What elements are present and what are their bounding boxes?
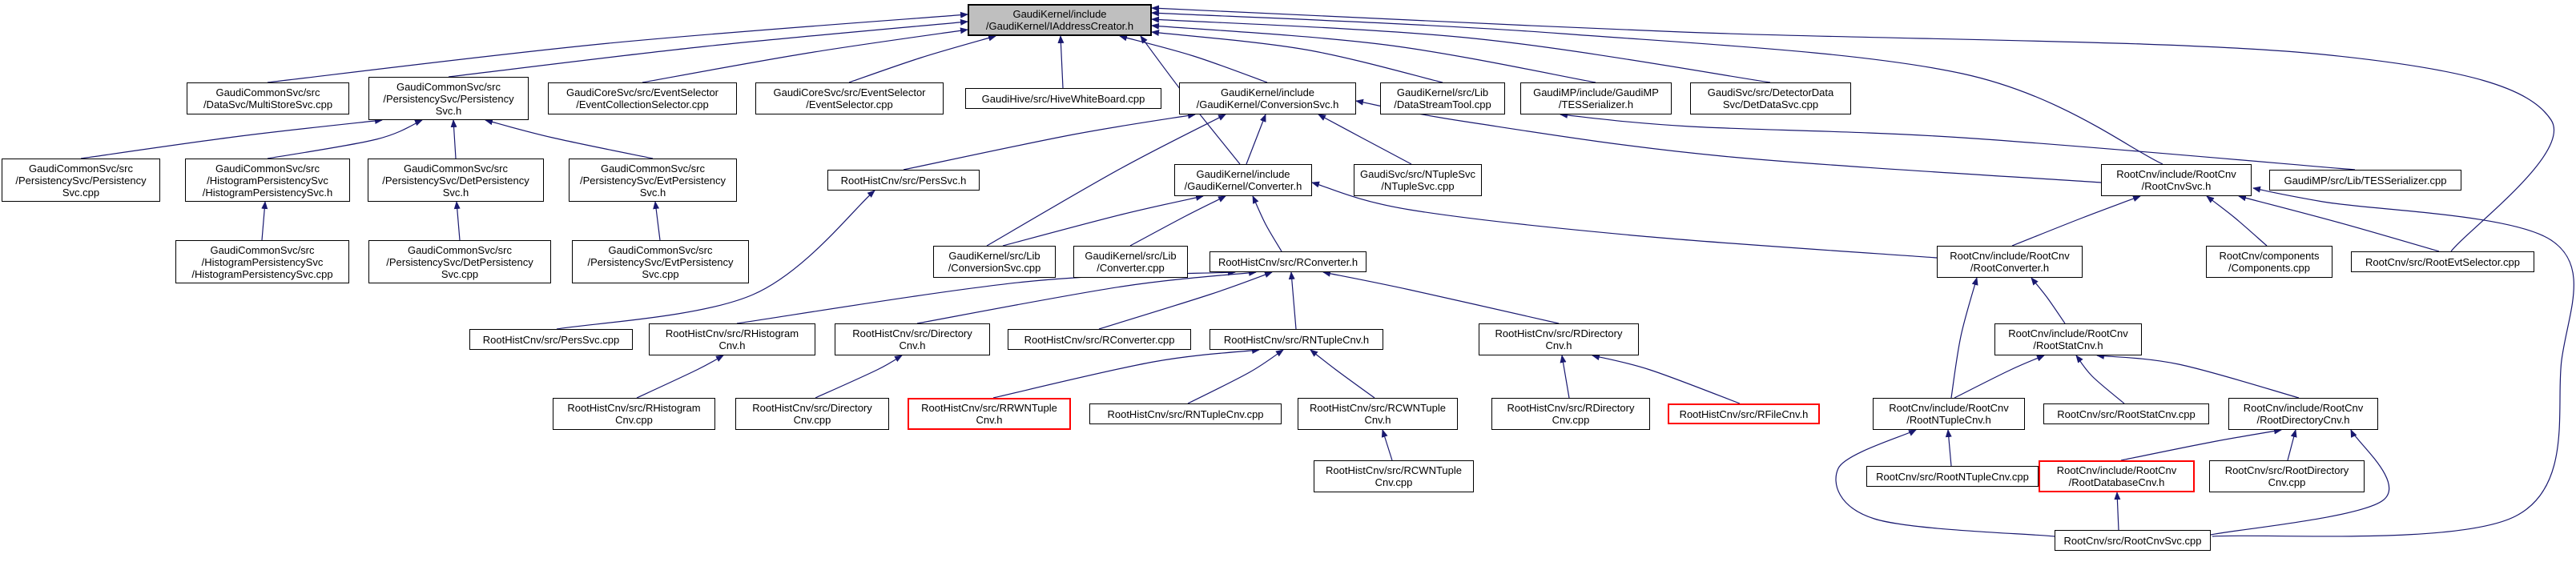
node-n5[interactable] xyxy=(965,88,1161,109)
edge-n14-n6 xyxy=(904,114,1195,170)
edge-n46-n42 xyxy=(1948,430,1951,466)
edge-n19-n11 xyxy=(262,202,265,240)
node-label-line: /HistogramPersistencySvc.h xyxy=(202,186,333,199)
node-n7[interactable] xyxy=(1380,82,1505,114)
node-n41[interactable] xyxy=(1668,403,1820,424)
node-label-line: RootHistCnv/src/RCWNTuple xyxy=(1326,464,1462,476)
node-label-line: /RootConverter.h xyxy=(1970,262,2050,274)
node-label-line: GaudiCommonSvc/src xyxy=(407,243,513,256)
node-n21[interactable] xyxy=(572,240,749,283)
edge-n31-n24 xyxy=(1099,272,1272,329)
node-label-line: GaudiCommonSvc/src xyxy=(215,162,320,175)
edge-n16-n6 xyxy=(1318,114,1411,164)
node-label-line: /EventSelector.cpp xyxy=(806,98,893,110)
node-n30[interactable] xyxy=(835,323,990,355)
node-label-line: /RootNTupleCnv.h xyxy=(1906,414,1991,426)
node-label-line: GaudiKernel/src/Lib xyxy=(948,250,1040,262)
node-label-line: RootCnv/components xyxy=(2219,250,2320,262)
edge-n32-n24 xyxy=(1291,272,1296,329)
node-label-line: Svc.h xyxy=(442,186,469,199)
node-label-line: /TESSerializer.h xyxy=(1558,98,1634,110)
edge-n43-n34 xyxy=(2076,355,2124,403)
node-n24[interactable] xyxy=(1210,251,1366,272)
node-label-line: RootHistCnv/src/PersSvc.h xyxy=(840,174,967,187)
node-label-line: RootCnv/include/RootCnv xyxy=(2116,168,2236,180)
node-label-line: GaudiSvc/src/NTupleSvc xyxy=(1359,168,1475,180)
node-n13[interactable] xyxy=(569,159,737,202)
node-label-line: Svc/DetDataSvc.cpp xyxy=(1722,98,1819,110)
node-n15[interactable] xyxy=(1174,164,1312,196)
node-label-line: /PersistencySvc/DetPersistency xyxy=(382,174,529,187)
edge-n38-n32 xyxy=(1188,350,1283,403)
edge-n33-n24 xyxy=(1323,272,1559,323)
edge-n41-n33 xyxy=(1592,355,1740,403)
node-label-line: /NTupleSvc.cpp xyxy=(1381,180,1455,192)
node-label-line: GaudiCommonSvc/src xyxy=(608,243,713,256)
edge-n27-n0 xyxy=(1152,8,2554,251)
node-label-line: /RootStatCnv.h xyxy=(2033,339,2103,351)
node-label-line: /HistogramPersistencySvc xyxy=(201,255,324,268)
node-label-line: GaudiMP/include/GaudiMP xyxy=(1533,86,1659,98)
edge-n18-n8 xyxy=(1560,114,2355,170)
edge-n11-n2 xyxy=(268,120,422,159)
edge-n49-n47 xyxy=(2117,492,2119,530)
node-label-line: /GaudiKernel/Converter.h xyxy=(1184,180,1302,192)
node-n28[interactable] xyxy=(469,329,633,350)
edge-n36-n30 xyxy=(815,355,902,398)
node-label-line: RootHistCnv/src/RDirectory xyxy=(1507,402,1635,414)
node-label-line: GaudiCommonSvc/src xyxy=(215,86,320,98)
edge-n24-n15 xyxy=(1253,196,1282,251)
node-label-line: RootHistCnv/src/RRWNTuple xyxy=(921,402,1057,414)
node-label-line: Svc.h xyxy=(639,186,666,199)
node-n12[interactable] xyxy=(368,159,544,202)
node-label-line: RootHistCnv/src/RCWNTuple xyxy=(1310,402,1446,414)
node-label-line: GaudiCoreSvc/src/EventSelector xyxy=(773,86,926,98)
node-label-line: GaudiCommonSvc/src xyxy=(28,162,134,175)
node-n36[interactable] xyxy=(735,398,889,430)
edge-n20-n12 xyxy=(457,202,460,240)
edge-n15-n6 xyxy=(1246,114,1266,164)
edge-n48-n44 xyxy=(2288,430,2296,460)
node-label-line: Cnv.h xyxy=(976,414,1003,426)
edge-n26-n17 xyxy=(2207,196,2267,246)
node-label-line: /DataStreamTool.cpp xyxy=(1394,98,1491,110)
node-n3[interactable] xyxy=(548,82,737,114)
edge-n47-n44 xyxy=(2121,430,2281,460)
node-label-line: RootHistCnv/src/PersSvc.cpp xyxy=(482,333,620,346)
edge-n34-n25 xyxy=(2031,278,2065,323)
node-label-line: /PersistencySvc/EvtPersistency xyxy=(579,174,727,187)
node-label-line: RootHistCnv/src/RHistogram xyxy=(665,327,799,339)
edge-n21-n13 xyxy=(655,202,660,240)
node-label-line: Cnv.cpp xyxy=(793,414,831,426)
node-label-line: Cnv.cpp xyxy=(1552,414,1590,426)
node-n37[interactable] xyxy=(908,398,1071,430)
node-label-line: RootCnv/include/RootCnv xyxy=(2008,327,2128,339)
node-label-line: GaudiKernel/include xyxy=(1220,86,1315,98)
edge-n7-n0 xyxy=(1152,32,1443,82)
edge-n30-n24 xyxy=(917,272,1256,323)
node-label-line: GaudiSvc/src/DetectorData xyxy=(1707,86,1834,98)
node-label-line: RootCnv/include/RootCnv xyxy=(2243,402,2364,414)
node-label-line: /PersistencySvc/Persistency xyxy=(15,174,147,187)
node-n34[interactable] xyxy=(1994,323,2142,355)
edge-n35-n29 xyxy=(637,355,723,398)
node-label-line: /ConversionSvc.cpp xyxy=(948,262,1041,274)
node-label-line: /PersistencySvc/DetPersistency xyxy=(386,255,533,268)
node-label-line: RootCnv/include/RootCnv xyxy=(1950,250,2070,262)
node-label-line: RootCnv/src/RootStatCnv.cpp xyxy=(2057,407,2196,420)
node-label-line: Svc.cpp xyxy=(441,267,479,280)
node-label-line: RootCnv/include/RootCnv xyxy=(1889,402,2009,414)
node-n22[interactable] xyxy=(933,246,1056,278)
node-label-line: /HistogramPersistencySvc.cpp xyxy=(191,267,333,280)
edge-n5-n0 xyxy=(1061,36,1063,88)
node-label-line: RootHistCnv/src/RNTupleCnv.cpp xyxy=(1107,407,1264,420)
node-label-line: Cnv.cpp xyxy=(2268,476,2306,488)
node-n40[interactable] xyxy=(1491,398,1650,430)
edge-n42-n34 xyxy=(1954,355,2044,398)
node-label-line: GaudiKernel/src/Lib xyxy=(1085,250,1177,262)
node-n20[interactable] xyxy=(368,240,551,283)
edge-n39-n32 xyxy=(1310,350,1375,398)
node-label-line: GaudiKernel/include xyxy=(1196,168,1290,180)
node-n48[interactable] xyxy=(2209,460,2365,492)
node-n49[interactable] xyxy=(2055,530,2211,551)
node-n11[interactable] xyxy=(185,159,350,202)
node-n16[interactable] xyxy=(1354,164,1482,196)
node-label-line: RootHistCnv/src/RFileCnv.h xyxy=(1679,407,1809,420)
node-label-line: GaudiCommonSvc/src xyxy=(396,80,501,93)
edge-n44-n34 xyxy=(2097,355,2299,398)
node-label-line: /GaudiKernel/ConversionSvc.h xyxy=(1196,98,1339,110)
node-label-line: RootHistCnv/src/RNTupleCnv.h xyxy=(1223,333,1370,346)
node-label-line: Cnv.cpp xyxy=(1375,476,1413,488)
node-n27[interactable] xyxy=(2351,251,2534,272)
node-label-line: GaudiKernel/src/Lib xyxy=(1396,86,1489,98)
node-label-line: /PersistencySvc/EvtPersistency xyxy=(587,255,734,268)
node-label-line: RootCnv/include/RootCnv xyxy=(2056,464,2177,476)
node-label-line: GaudiCommonSvc/src xyxy=(210,243,315,256)
node-n10[interactable] xyxy=(2,159,160,202)
node-label-line: RootCnv/src/RootNTupleCnv.cpp xyxy=(1876,470,2029,483)
edge-n37-n32 xyxy=(993,350,1259,398)
node-n4[interactable] xyxy=(755,82,944,114)
node-label-line: /GaudiKernel/IAddressCreator.h xyxy=(985,20,1134,32)
node-label-line: RootHistCnv/src/RHistogram xyxy=(567,402,701,414)
node-label-line: GaudiCoreSvc/src/EventSelector xyxy=(566,86,719,98)
node-label-line: /RootDatabaseCnv.h xyxy=(2068,476,2165,488)
node-label-line: RootCnv/src/RootCnvSvc.cpp xyxy=(2063,534,2202,547)
edge-n22-n15 xyxy=(1003,196,1203,246)
node-n17[interactable] xyxy=(2101,164,2252,196)
edge-n9-n0 xyxy=(1152,19,1770,82)
node-label-line: Cnv.cpp xyxy=(615,414,653,426)
node-label-line: Svc.h xyxy=(435,104,462,117)
node-label-line: RootHistCnv/src/RDirectory xyxy=(1495,327,1623,339)
node-n8[interactable] xyxy=(1520,82,1672,114)
node-label-line: /Components.cpp xyxy=(2228,262,2310,274)
node-label-line: Svc.cpp xyxy=(62,186,100,199)
node-label-line: RootHistCnv/src/Directory xyxy=(752,402,872,414)
node-label-line: /HistogramPersistencySvc xyxy=(207,174,328,187)
node-n43[interactable] xyxy=(2043,403,2209,424)
node-label-line: RootCnv/src/RootEvtSelector.cpp xyxy=(2365,255,2520,268)
node-label-line: Cnv.h xyxy=(1545,339,1572,351)
node-n44[interactable] xyxy=(2228,398,2378,430)
node-n6[interactable] xyxy=(1179,82,1356,114)
node-label-line: GaudiKernel/include xyxy=(1012,8,1107,20)
node-n46[interactable] xyxy=(1866,466,2039,487)
node-label-line: RootCnv/src/RootDirectory xyxy=(2224,464,2349,476)
edge-n10-n2 xyxy=(81,120,382,159)
node-n47[interactable] xyxy=(2039,460,2195,492)
node-n1[interactable] xyxy=(187,82,349,114)
edge-n6-n0 xyxy=(1120,36,1267,82)
node-n23[interactable] xyxy=(1073,246,1188,278)
node-n35[interactable] xyxy=(553,398,715,430)
node-label-line: /Converter.cpp xyxy=(1097,262,1165,274)
node-n39[interactable] xyxy=(1298,398,1458,430)
node-n38[interactable] xyxy=(1089,403,1282,424)
edge-n1-n0 xyxy=(268,14,968,82)
node-n31[interactable] xyxy=(1008,329,1191,350)
edge-n40-n33 xyxy=(1562,355,1569,398)
node-n2[interactable] xyxy=(368,77,529,120)
node-n9[interactable] xyxy=(1690,82,1851,114)
node-label-line: RootHistCnv/src/RConverter.h xyxy=(1218,255,1358,268)
edge-n25-n17 xyxy=(2012,196,2140,246)
node-n42[interactable] xyxy=(1873,398,2025,430)
node-label-line: Cnv.h xyxy=(718,339,746,351)
node-label-line: /DataSvc/MultiStoreSvc.cpp xyxy=(203,98,333,110)
edge-n3-n0 xyxy=(642,30,968,82)
node-label-line: RootHistCnv/src/RConverter.cpp xyxy=(1024,333,1175,346)
node-n45[interactable] xyxy=(1314,460,1474,492)
edge-n29-n24 xyxy=(737,272,1235,323)
node-n19[interactable] xyxy=(175,240,349,283)
node-n18[interactable] xyxy=(2269,170,2461,191)
node-n33[interactable] xyxy=(1479,323,1639,355)
node-label-line: GaudiCommonSvc/src xyxy=(403,162,509,175)
node-n29[interactable] xyxy=(649,323,815,355)
edge-n23-n15 xyxy=(1130,196,1226,246)
node-n25[interactable] xyxy=(1937,246,2083,278)
edge-n8-n0 xyxy=(1152,26,1596,82)
node-label-line: GaudiCommonSvc/src xyxy=(600,162,706,175)
edge-n13-n2 xyxy=(485,120,653,159)
node-n26[interactable] xyxy=(2206,246,2332,278)
node-n0[interactable] xyxy=(968,4,1152,36)
node-label-line: /RootCnvSvc.h xyxy=(2141,180,2212,192)
node-n32[interactable] xyxy=(1210,329,1383,350)
node-label-line: GaudiMP/src/Lib/TESSerializer.cpp xyxy=(2284,174,2447,187)
node-label-line: Svc.cpp xyxy=(642,267,679,280)
edge-n45-n39 xyxy=(1383,430,1392,460)
edge-n42-n25 xyxy=(1951,278,1977,398)
node-label-line: /PersistencySvc/Persistency xyxy=(383,92,514,105)
edge-n12-n2 xyxy=(453,120,456,159)
node-label-line: Cnv.h xyxy=(899,339,926,351)
node-label-line: /RootDirectoryCnv.h xyxy=(2256,414,2350,426)
node-label-line: RootHistCnv/src/Directory xyxy=(852,327,972,339)
node-label-line: GaudiHive/src/HiveWhiteBoard.cpp xyxy=(981,92,1145,105)
node-label-line: /EventCollectionSelector.cpp xyxy=(576,98,709,110)
node-label-line: Cnv.h xyxy=(1364,414,1391,426)
node-n14[interactable] xyxy=(827,170,980,191)
